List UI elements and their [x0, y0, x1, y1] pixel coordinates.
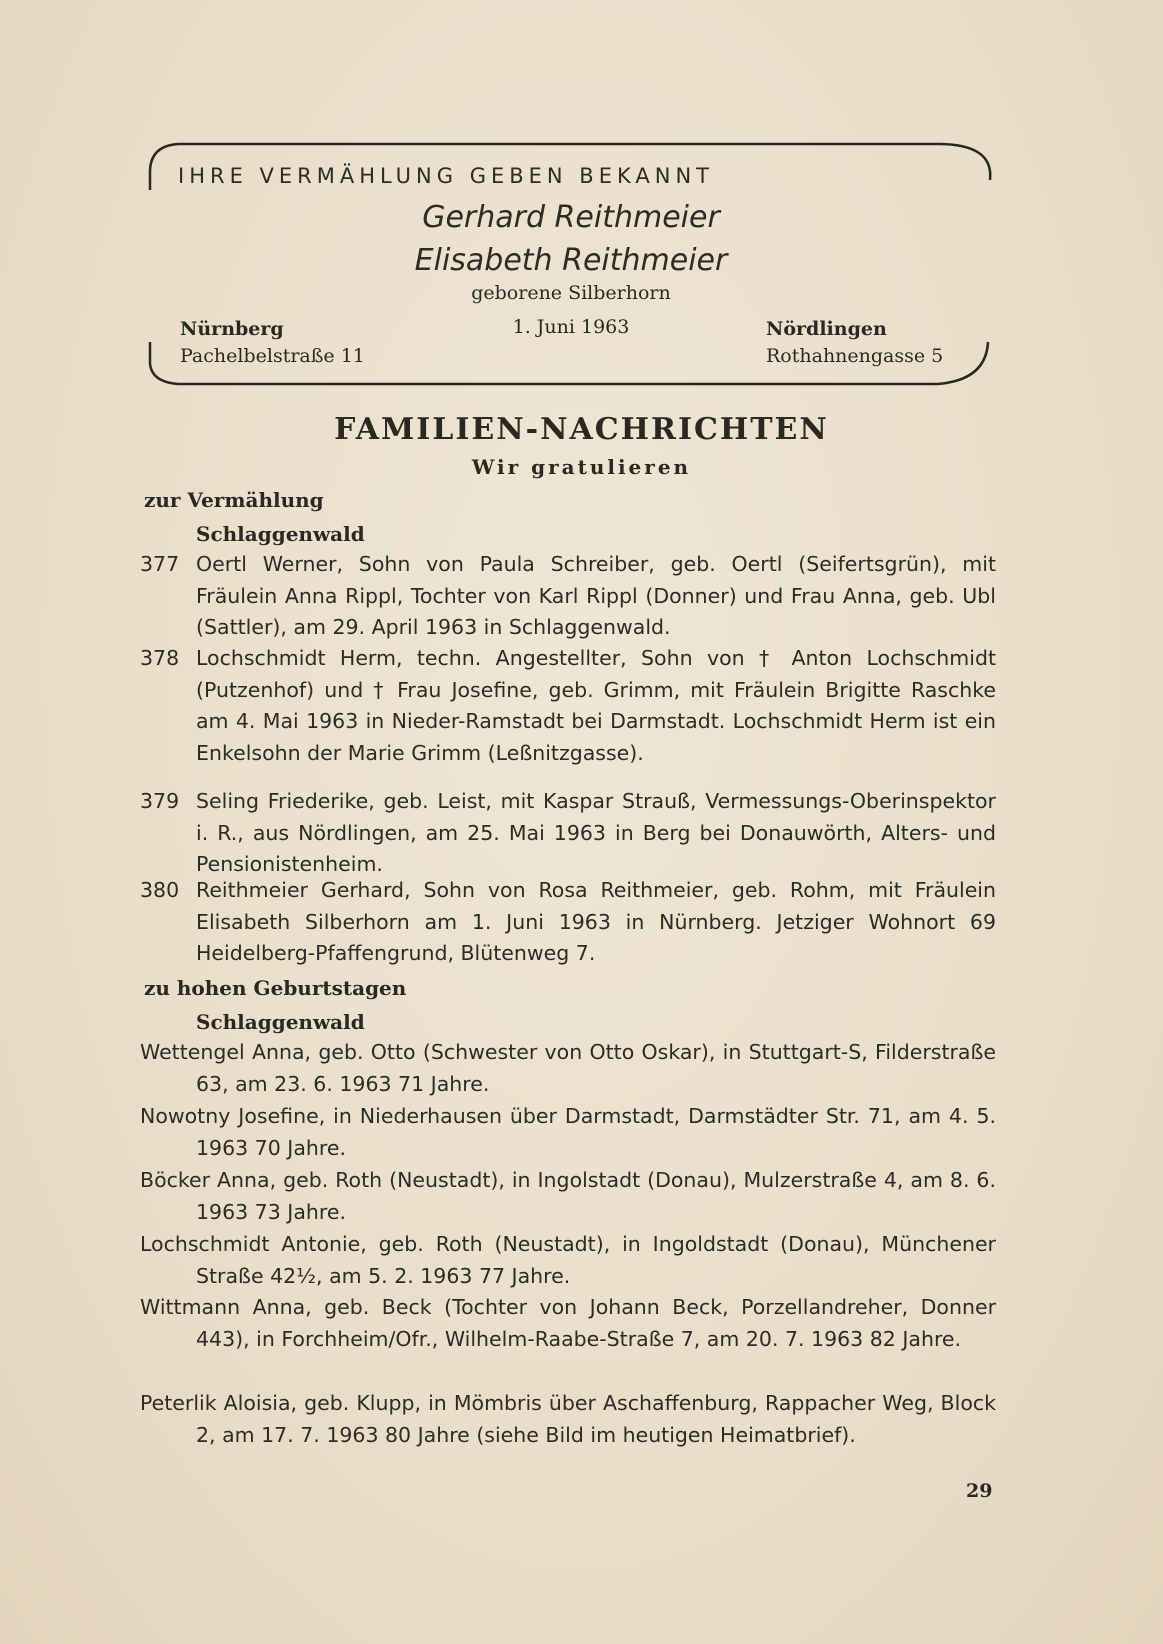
- birthday-entry: Wettengel Anna, geb. Otto (Schwester von Otto Oskar), in Stuttgart-S, Filderstraße 63, am 23. 6. 1963 71 Jahre.: [140, 1040, 996, 1096]
- bride-name: Elisabeth Reithmeier: [414, 243, 728, 278]
- wedding-entry: [140, 786, 996, 881]
- birthday-entry: Wittmann Anna, geb. Beck (Tochter von Johann Beck, Porzellandreher, Donner 443), in Forchheim/Ofr., Wilhelm-Raabe-Straße 7, am 20. 7. 1963 82 Jahre.: [140, 1295, 996, 1351]
- entry-text: Seling Friederike, geb. Leist, mit Kaspar Strauß, Vermessungs-Oberinspektor i. R., aus Nördlingen, am 25. Mai 1963 in Berg bei Donauwörth, Alters- und Pensionistenheim.: [196, 789, 996, 877]
- bride-street: Rothahnengasse 5: [766, 345, 944, 367]
- wedding-entry: [140, 549, 996, 644]
- birthday-entry: Peterlik Aloisia, geb. Klupp, in Mömbris über Aschaffenburg, Rappacher Weg, Block 2, am 17. 7. 1963 80 Jahre (siehe Bild im heutigen Heimatbrief).: [140, 1391, 996, 1447]
- entry-number: 378: [140, 646, 180, 670]
- section-heading-wedding: zur Vermählung: [144, 488, 324, 512]
- bride-city: Nördlingen: [766, 318, 887, 340]
- entry-number: 380: [140, 878, 180, 902]
- wedding-announcement-box: [148, 142, 994, 392]
- place-heading-wedding: Schlaggenwald: [196, 522, 365, 546]
- groom-city: Nürnberg: [180, 318, 284, 340]
- groom-name: Gerhard Reithmeier: [422, 200, 720, 235]
- wedding-date: 1. Juni 1963: [512, 316, 630, 338]
- entry-text: Lochschmidt Herm, techn. Angestellter, Sohn von † Anton Lochschmidt (Putzenhof) und † Frau Josefine, geb. Grimm, mit Fräulein Brigitte Raschke am 4. Mai 1963 in Nieder-Ramstadt bei Darmstadt. Lochschmidt Herm ist ein Enkelsohn der Marie Grimm (Leßnitzgasse).: [196, 646, 996, 765]
- entry-number: 379: [140, 789, 180, 813]
- announcement-heading: IHRE VERMÄHLUNG GEBEN BEKANNT: [178, 164, 714, 188]
- wedding-entry: [140, 875, 996, 970]
- groom-street: Pachelbelstraße 11: [180, 345, 365, 367]
- birthday-entry: Lochschmidt Antonie, geb. Roth (Neustadt), in Ingoldstadt (Donau), Münchener Straße 42½, am 5. 2. 1963 77 Jahre.: [140, 1232, 996, 1288]
- birthday-entry: Nowotny Josefine, in Niederhausen über Darmstadt, Darmstädter Str. 71, am 4. 5. 1963 70 Jahre.: [140, 1104, 996, 1160]
- entry-number: 377: [140, 552, 180, 576]
- page-subtitle: Wir gratulieren: [471, 455, 692, 479]
- birthday-entry: Böcker Anna, geb. Roth (Neustadt), in Ingolstadt (Donau), Mulzerstraße 4, am 8. 6. 1963 73 Jahre.: [140, 1168, 996, 1224]
- entry-text: Oertl Werner, Sohn von Paula Schreiber, geb. Oertl (Seifertsgrün), mit Fräulein Anna Rippl, Tochter von Karl Rippl (Donner) und Frau Anna, geb. Ubl (Sattler), am 29. April 1963 in Schlaggenwald.: [196, 552, 996, 640]
- maiden-name: geborene Silberhorn: [471, 282, 671, 304]
- wedding-entry: [140, 643, 996, 769]
- place-heading-birthdays: Schlaggenwald: [196, 1010, 365, 1034]
- page-title: FAMILIEN-NACHRICHTEN: [334, 412, 829, 447]
- page-number: 29: [966, 1480, 993, 1502]
- section-heading-birthdays: zu hohen Geburtstagen: [144, 976, 407, 1000]
- entry-text: Reithmeier Gerhard, Sohn von Rosa Reithmeier, geb. Rohm, mit Fräulein Elisabeth Silberhorn am 1. Juni 1963 in Nürnberg. Jetziger Wohnort 69 Heidelberg-Pfaffengrund, Blütenweg 7.: [196, 878, 996, 966]
